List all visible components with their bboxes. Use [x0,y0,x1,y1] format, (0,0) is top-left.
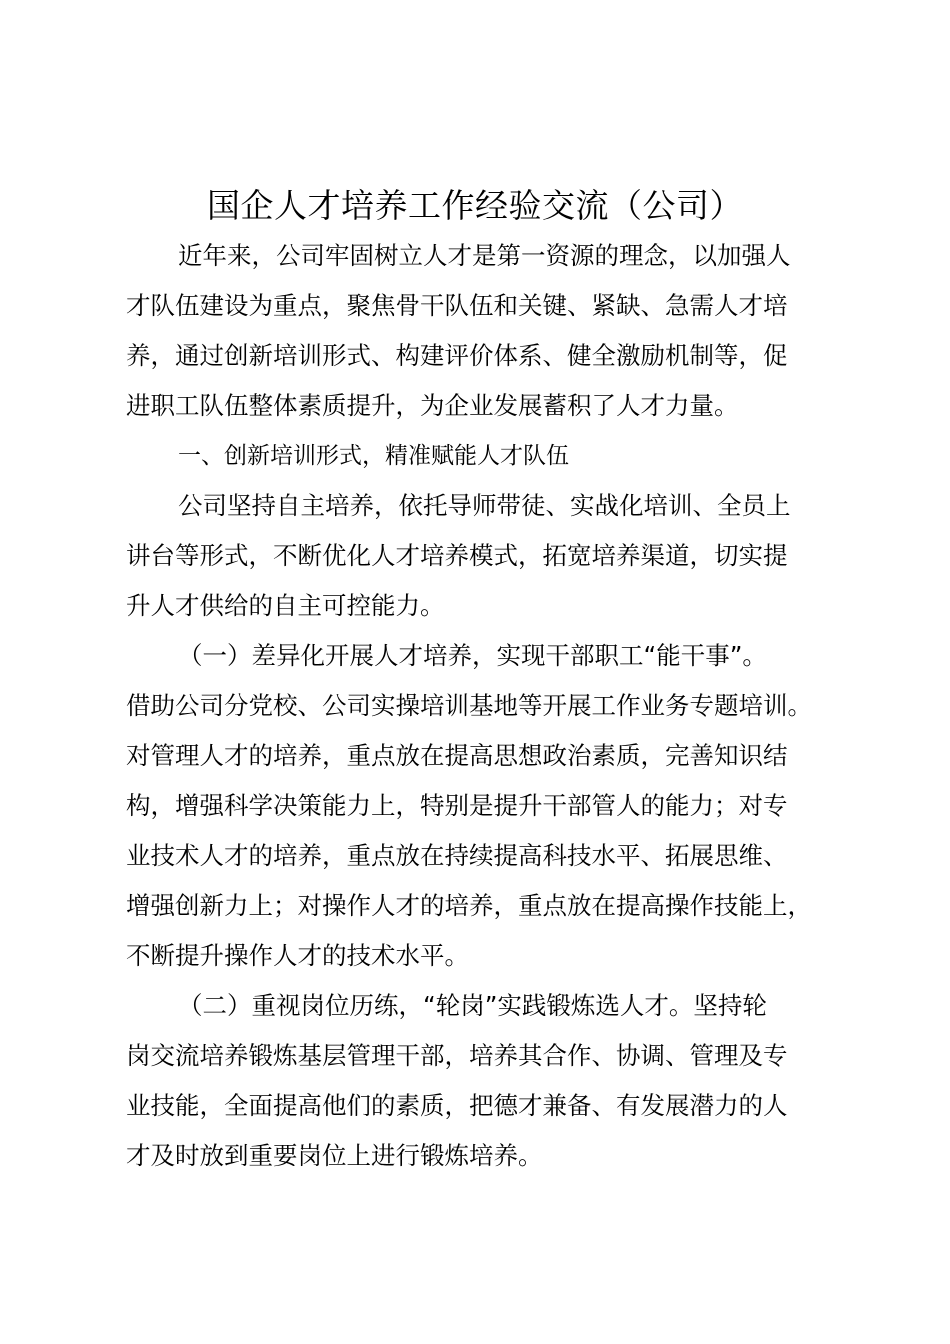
paragraph-line: 借助公司分党校、公司实操培训基地等开展工作业务专题培训。 [126,691,812,720]
paragraph-line: 业技术人才的培养，重点放在持续提高科技水平、拓展思维、 [126,841,788,870]
paragraph-line: 进职工队伍整体素质提升，为企业发展蓄积了人才力量。 [126,391,739,420]
paragraph-line: 公司坚持自主培养，依托导师带徒、实战化培训、全员上 [178,491,791,520]
paragraph-line: 岗交流培养锻炼基层管理干部，培养其合作、协调、管理及专 [126,1041,788,1070]
paragraph-line: 增强创新力上；对操作人才的培养，重点放在提高操作技能上， [126,891,812,920]
document-title: 国企人才培养工作经验交流（公司） [207,186,743,225]
paragraph-line: （一）差异化开展人才培养，实现干部职工“能干事”。 [178,641,767,670]
paragraph-line: 对管理人才的培养，重点放在提高思想政治素质，完善知识结 [126,741,788,770]
paragraph-line: 升人才供给的自主可控能力。 [126,591,445,620]
paragraph-line: 才及时放到重要岗位上进行锻炼培养。 [126,1141,543,1170]
section-heading: 一、创新培训形式，精准赋能人才队伍 [178,443,569,469]
paragraph-line: （二）重视岗位历练，“轮岗”实践锻炼选人才。坚持轮 [178,991,767,1020]
paragraph-line: 近年来，公司牢固树立人才是第一资源的理念，以加强人 [178,241,791,270]
paragraph-line: 讲台等形式，不断优化人才培养模式，拓宽培养渠道，切实提 [126,541,788,570]
paragraph-line: 构，增强科学决策能力上，特别是提升干部管人的能力；对专 [126,791,788,820]
document-body [126,231,856,1181]
paragraph-line: 业技能，全面提高他们的素质，把德才兼备、有发展潜力的人 [126,1091,788,1120]
paragraph-line: 养，通过创新培训形式、构建评价体系、健全激励机制等，促 [126,341,788,370]
paragraph-line: 才队伍建设为重点，聚焦骨干队伍和关键、紧缺、急需人才培 [126,291,788,320]
paragraph-line: 不断提升操作人才的技术水平。 [126,941,469,970]
